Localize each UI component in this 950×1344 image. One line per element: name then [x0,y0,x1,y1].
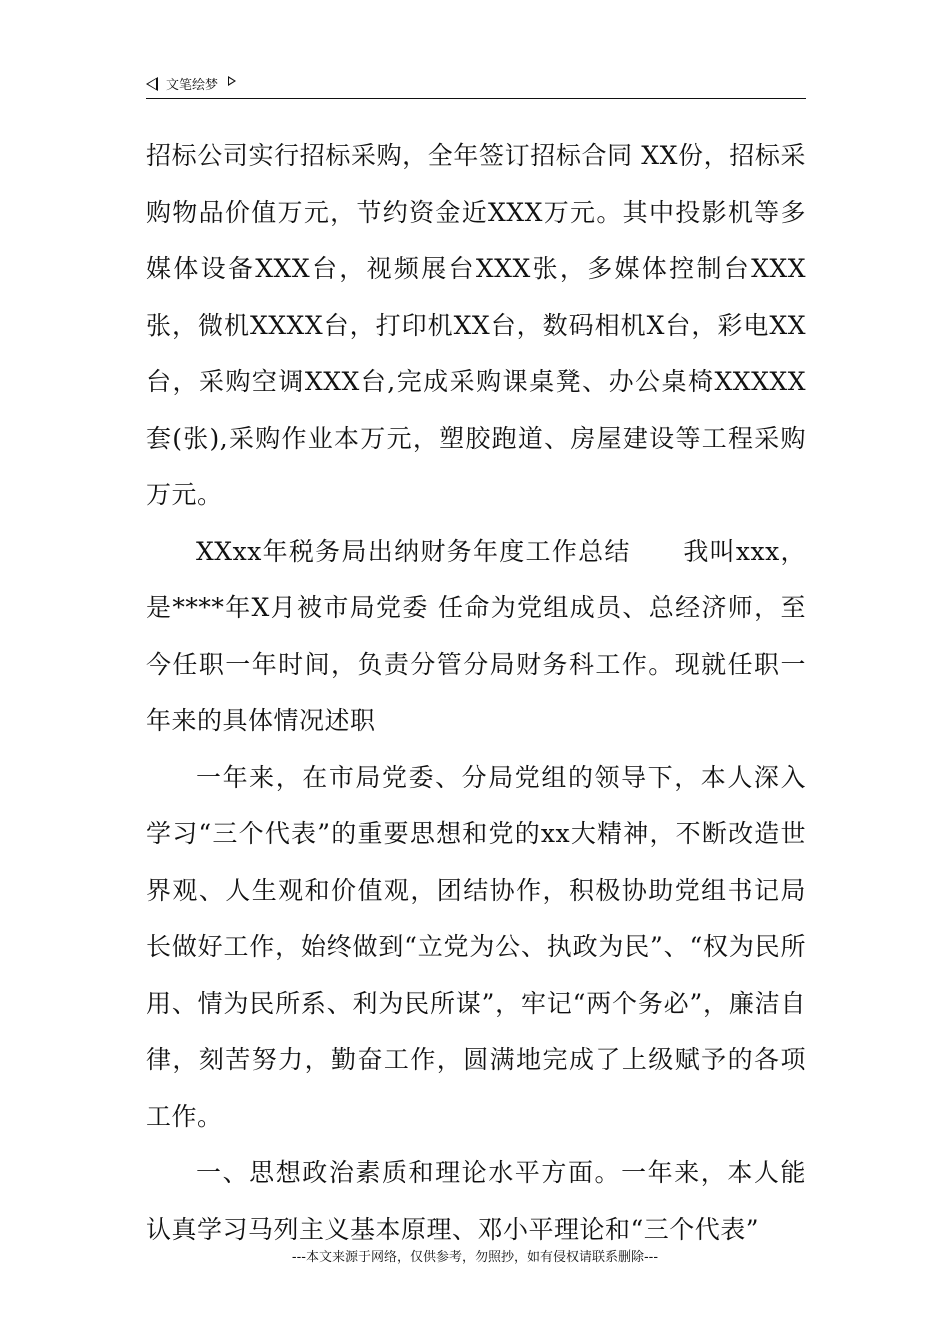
paragraph-1: 招标公司实行招标采购，全年签订招标合同 XX份，招标采购物品价值万元，节约资金近XXX万元。其中投影机等多媒体设备XXX台，视频展台XXX张，多媒体控制台XXX张，微机XXXX台，打印机XX台，数码相机X台，彩电XX台，采购空调XXX台,完成采购课桌凳、办公桌椅XXXXX套(张),采购作业本万元，塑胶跑道、房屋建设等工程采购万元。 [146,141,806,509]
header-inner [146,74,236,93]
header-title: 文笔绘梦 [166,78,219,93]
paragraph-2: XXxx年税务局出纳财务年度工作总结 我叫xxx，是****年X月被市局党委 任命为党组成员、总经济师，至今任职一年时间，负责分管分局财务科工作。现就任职一年来的具体情况述职 [146,536,806,735]
paragraph-4: 一、思想政治素质和理论水平方面。一年来，本人能认真学习马列主义基本原理、邓小平理论和“三个代表” [146,1158,806,1244]
paragraph-3: 一年来，在市局党委、分局党组的领导下，本人深入学习“三个代表”的重要思想和党的xx大精神，不断改造世界观、人生观和价值观，团结协作，积极协助党组书记局长做好工作，始终做到“立党为公、执政为民”、“权为民所用、情为民所系、利为民所谋”，牢记“两个务必”，廉洁自律，刻苦努力，勤奋工作，圆满地完成了上级赋予的各项工作。 [146,762,806,1131]
triangle-left-outline-icon [146,77,158,91]
page-footer-disclaimer: ---本文来源于网络，仅供参考，勿照抄，如有侵权请联系删除--- [291,1250,659,1265]
page-header [146,72,806,99]
document-body [146,128,806,1258]
triangle-right-outline-icon [228,76,236,86]
